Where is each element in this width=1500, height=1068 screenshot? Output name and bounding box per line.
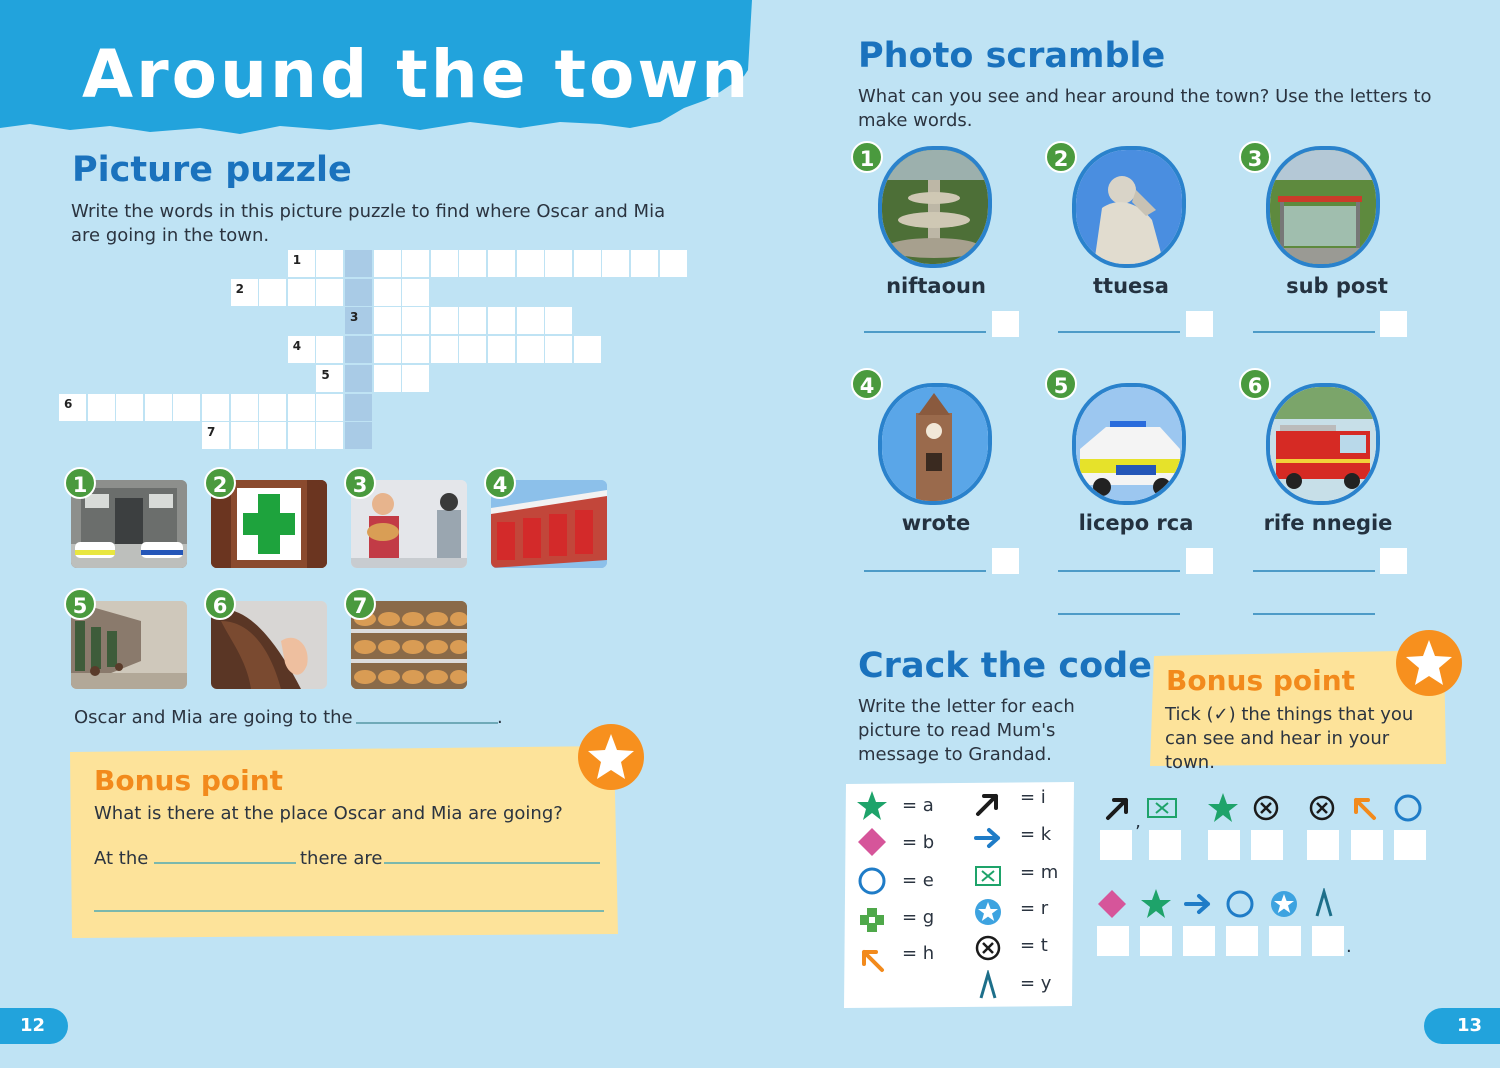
clue-badge-6: 6 [204, 588, 236, 620]
msg-blue-star-circle-icon [1268, 888, 1300, 920]
key-letter-i: = i [1020, 787, 1046, 808]
crossword-cell[interactable] [602, 250, 629, 277]
crossword-cell[interactable] [574, 250, 601, 277]
code-box-8[interactable] [1097, 926, 1129, 956]
blue-circle-icon [856, 865, 888, 897]
fire-engine-image [1266, 383, 1380, 505]
crossword-cell[interactable] [402, 307, 429, 334]
crossword-clue-number: 5 [321, 367, 330, 382]
crossword-cell[interactable] [459, 250, 486, 277]
scrambled-word-2: ttuesa [1093, 274, 1169, 298]
msg-blue-circle-icon-2 [1224, 888, 1256, 920]
answer-line-5a[interactable] [1058, 570, 1180, 572]
crossword-cell[interactable] [545, 307, 572, 334]
photo-badge-2: 2 [1045, 141, 1077, 173]
photo-badge-5: 5 [1045, 368, 1077, 400]
crossword-cell[interactable] [259, 422, 286, 449]
crossword-key-cell[interactable] [345, 279, 372, 306]
crossword-cell[interactable] [402, 336, 429, 363]
code-box-5[interactable] [1307, 830, 1339, 860]
msg-black-arrow-up-right-icon [1102, 792, 1134, 824]
crossword-cell[interactable] [288, 394, 315, 421]
clue-badge-7: 7 [344, 588, 376, 620]
code-box-6[interactable] [1351, 830, 1383, 860]
msg-pink-diamond-icon [1096, 888, 1128, 920]
statue-image [1072, 146, 1186, 268]
key-letter-g: = g [902, 907, 935, 928]
answer-line-6b[interactable] [1253, 613, 1375, 615]
crossword-cell[interactable] [545, 250, 572, 277]
bus-stop-image [1266, 146, 1380, 268]
msg-orange-arrow-up-left-icon [1348, 792, 1380, 824]
crossword-cell[interactable] [202, 394, 229, 421]
crossword-cell[interactable] [259, 394, 286, 421]
police-car-image [1072, 383, 1186, 505]
tick-box-6[interactable] [1380, 548, 1407, 574]
lambda-icon [972, 970, 1004, 1002]
crossword-clue-number: 1 [292, 253, 302, 267]
crossword-clue-number: 6 [64, 396, 73, 411]
tick-box-2[interactable] [1186, 311, 1213, 337]
crossword-cell[interactable] [431, 250, 458, 277]
crossword-clue-number: 2 [235, 281, 244, 296]
clue-badge-1: 1 [64, 467, 96, 499]
code-box-4[interactable] [1251, 830, 1283, 860]
crossword-key-cell[interactable] [345, 394, 372, 421]
crossword-key-cell[interactable] [345, 336, 372, 363]
crossword-clue-number: 3 [350, 310, 359, 325]
scrambled-word-6: rife nnegie [1263, 511, 1393, 535]
bonus-place-line[interactable] [154, 862, 296, 864]
crossword-cell[interactable] [173, 394, 200, 421]
crossword-cell[interactable] [316, 336, 343, 363]
crossword-clue-number: 7 [207, 425, 216, 440]
crossword-cell[interactable] [459, 336, 486, 363]
crossword-cell[interactable] [374, 307, 401, 334]
tick-box-4[interactable] [992, 548, 1019, 574]
tick-box-5[interactable] [1186, 548, 1213, 574]
destination-answer-line[interactable] [356, 722, 498, 724]
bonus-question-left: What is there at the place Oscar and Mia are going? [94, 803, 563, 824]
page-number-left: 12 [0, 1008, 68, 1044]
key-letter-t: = t [1020, 935, 1048, 956]
crossword-cell[interactable] [517, 336, 544, 363]
crossword-cell[interactable] [660, 250, 687, 277]
crossword-cell[interactable] [431, 336, 458, 363]
crossword-cell[interactable] [231, 422, 258, 449]
crossword-cell[interactable] [517, 250, 544, 277]
photo-scramble-instruction: What can you see and hear around the town? Use the letters to make words. [858, 86, 1432, 131]
crossword-cell[interactable] [316, 422, 343, 449]
tick-box-3[interactable] [1380, 311, 1407, 337]
crossword-key-cell[interactable] [345, 250, 372, 277]
photo-badge-6: 6 [1239, 368, 1271, 400]
code-box-12[interactable] [1269, 926, 1301, 956]
code-box-11[interactable] [1226, 926, 1258, 956]
crossword-cell[interactable] [316, 250, 343, 277]
crossword-cell[interactable] [402, 365, 429, 392]
bonus-things-line-2[interactable] [94, 910, 604, 912]
answer-line-1[interactable] [864, 331, 986, 333]
black-arrow-up-right-icon [972, 788, 1004, 820]
bonus-title-right: Bonus point [1166, 664, 1356, 697]
key-letter-m: = m [1020, 862, 1059, 883]
crack-the-code-heading: Crack the code [858, 646, 1152, 686]
message-end-mark: . [1346, 936, 1352, 957]
code-box-1[interactable] [1100, 830, 1132, 860]
crossword-cell[interactable] [259, 279, 286, 306]
crossword-cell[interactable] [116, 394, 143, 421]
bonus-at-the: At the [94, 848, 149, 869]
clue-badge-5: 5 [64, 588, 96, 620]
msg-lambda-icon [1308, 888, 1340, 920]
answer-line-3[interactable] [1253, 331, 1375, 333]
code-box-10[interactable] [1183, 926, 1215, 956]
key-letter-b: = b [902, 832, 935, 853]
circled-x-icon [972, 932, 1004, 964]
crossword-cell[interactable] [145, 394, 172, 421]
msg-blue-circle-icon [1392, 792, 1424, 824]
answer-line-2[interactable] [1058, 331, 1180, 333]
crossword-cell[interactable] [316, 394, 343, 421]
pink-diamond-icon [856, 826, 888, 858]
fountain-image [878, 146, 992, 268]
scrambled-word-1: niftaoun [886, 274, 986, 298]
msg-green-star-icon [1207, 792, 1239, 824]
apostrophe-mark: ’ [1135, 822, 1141, 843]
crossword-cell[interactable] [316, 279, 343, 306]
answer-line-6a[interactable] [1253, 570, 1375, 572]
crossword-cell[interactable] [288, 422, 315, 449]
msg-green-star-icon-2 [1140, 888, 1172, 920]
photo-badge-1: 1 [851, 141, 883, 173]
crossed-box-icon [972, 860, 1004, 892]
bonus-things-line-1[interactable] [384, 862, 600, 864]
bonus-title-left: Bonus point [94, 764, 284, 797]
crossword-cell[interactable] [545, 336, 572, 363]
green-star-icon [856, 790, 888, 822]
picture-puzzle-heading: Picture puzzle [72, 150, 352, 190]
destination-end-mark: . [497, 707, 503, 728]
crossword-cell[interactable] [488, 336, 515, 363]
crossword-cell[interactable] [402, 279, 429, 306]
crossword-cell[interactable] [231, 394, 258, 421]
msg-blue-arrow-right-icon [1182, 888, 1214, 920]
bonus-star-icon-left [578, 724, 644, 790]
crossword-cell[interactable] [374, 279, 401, 306]
crossword-cell[interactable] [374, 365, 401, 392]
bonus-text-right: Tick (✓) the things that you can see and hear in your town. [1165, 704, 1414, 773]
msg-crossed-box-icon [1146, 792, 1178, 824]
green-flower-icon [856, 904, 888, 936]
clue-badge-3: 3 [344, 467, 376, 499]
scrambled-word-5: licepo rca [1078, 511, 1194, 535]
code-box-3[interactable] [1208, 830, 1240, 860]
crossword-cell[interactable] [574, 336, 601, 363]
clue-badge-2: 2 [204, 467, 236, 499]
scrambled-word-3: sub post [1286, 274, 1388, 298]
orange-arrow-up-left-icon [856, 944, 888, 976]
photo-badge-3: 3 [1239, 141, 1271, 173]
scrambled-word-4: wrote [901, 511, 971, 535]
crossword-cell[interactable] [517, 307, 544, 334]
crossword-key-cell[interactable] [345, 365, 372, 392]
code-box-9[interactable] [1140, 926, 1172, 956]
crossword-cell[interactable] [402, 250, 429, 277]
crossword-key-cell[interactable] [345, 422, 372, 449]
photo-badge-4: 4 [851, 368, 883, 400]
bonus-there-are: there are [300, 848, 383, 869]
photo-scramble-heading: Photo scramble [858, 36, 1166, 76]
key-letter-y: = y [1020, 973, 1052, 994]
tick-box-1[interactable] [992, 311, 1019, 337]
bonus-star-icon-right [1396, 630, 1462, 696]
crossword-cell[interactable] [459, 307, 486, 334]
clue-badge-4: 4 [484, 467, 516, 499]
key-letter-k: = k [1020, 824, 1052, 845]
code-box-13[interactable] [1312, 926, 1344, 956]
crack-the-code-instruction: Write the letter for each picture to read Mum's message to Grandad. [858, 696, 1075, 765]
crossword-clue-number: 4 [292, 339, 302, 354]
clock-tower-image [878, 383, 992, 505]
code-box-2[interactable] [1149, 830, 1181, 860]
crossword-cell[interactable] [374, 336, 401, 363]
answer-line-5b[interactable] [1058, 613, 1180, 615]
picture-puzzle-instruction: Write the words in this picture puzzle to find where Oscar and Mia are going in the town. [71, 201, 666, 246]
crossword-cell[interactable] [488, 307, 515, 334]
destination-sentence: Oscar and Mia are going to the [74, 707, 353, 728]
crossword-cell[interactable] [488, 250, 515, 277]
key-letter-r: = r [1020, 898, 1049, 919]
blue-star-circle-icon [972, 896, 1004, 928]
crossword-cell[interactable] [88, 394, 115, 421]
key-letter-a: = a [902, 795, 934, 816]
code-box-7[interactable] [1394, 830, 1426, 860]
crossword-cell[interactable] [431, 307, 458, 334]
msg-circled-x-icon-2 [1306, 792, 1338, 824]
page-title: Around the town [82, 36, 752, 113]
page-number-right: 13 [1424, 1008, 1500, 1044]
crossword-cell[interactable] [374, 250, 401, 277]
crossword-cell[interactable] [288, 279, 315, 306]
answer-line-4[interactable] [864, 570, 986, 572]
msg-circled-x-icon [1250, 792, 1282, 824]
key-letter-e: = e [902, 870, 934, 891]
blue-arrow-right-icon [972, 822, 1004, 854]
crossword-cell[interactable] [631, 250, 658, 277]
key-letter-h: = h [902, 943, 935, 964]
